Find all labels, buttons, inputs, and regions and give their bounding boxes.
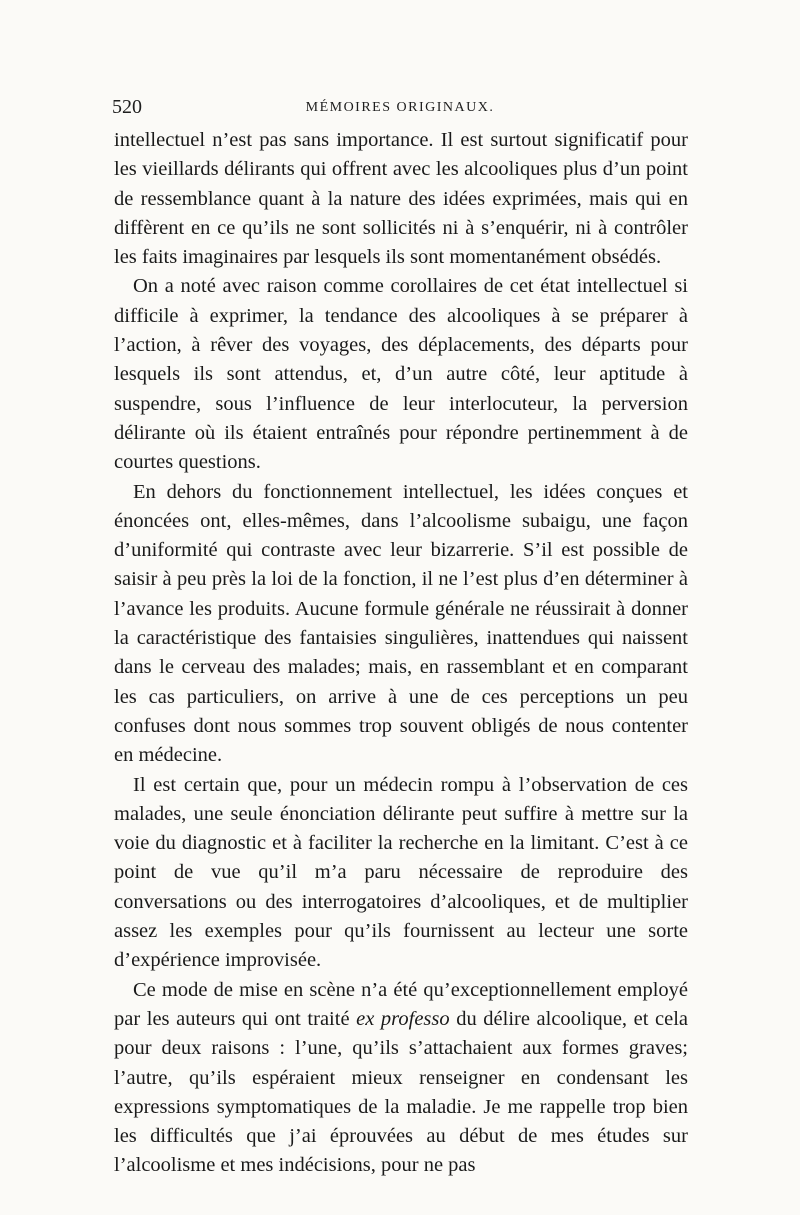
running-title: MÉMOIRES ORIGINAUX. — [305, 100, 495, 115]
paragraph-4: Il est certain que, pour un médecin rompu à l’observation de ces malades, une seule énonciation délirante peut suffire à mettre sur la voie du diagnostic et à faciliter la recherche en la limitant. C’est à ce point de vue qu’il m’a paru nécessaire de reproduire des conversations ou des interrogatoires d’alcooliques, et de multiplier assez les exemples pour qu’ils fournissent au lecteur une sorte d’expérience improvisée. — [114, 773, 688, 972]
paragraph-5-end: du délire alcoolique, et cela pour deux raisons : l’une, qu’ils s’attachaient aux formes graves; l’autre, qu’ils espéraient mieux renseigner en condensant les expressions symptomatiques de la maladie. Je me rappelle trop bien les difficultés que j’ai éprouvées au début de mes études sur l’alcoolisme et mes indécisions, pour ne pas — [114, 1007, 688, 1177]
italic-phrase: ex professo — [356, 1007, 450, 1030]
paragraph-3: En dehors du fonctionnement intellectuel, les idées conçues et énoncées ont, elles-mêmes, dans l’alcoolisme subaigu, une façon d’uniformité qui contraste avec leur bizarrerie. S’il est possible de saisir à peu près la loi de la fonction, il ne l’est plus d’en déterminer à l’avance les produits. Aucune formule générale ne réussirait à donner la caractéristique des fantaisies singulières, inattendues qui naissent dans le cerveau des malades; mais, en rassemblant et en comparant les cas particuliers, on arrive à une de ces perceptions un peu confuses dont nous sommes trop souvent obligés de nous contenter en médecine. — [114, 480, 688, 767]
paragraph-1: intellectuel n’est pas sans importance. Il est surtout significatif pour les vieillards délirants qui offrent avec les alcooliques plus d’un point de ressemblance quant à la nature des idées exprimées, mais qui en diffèrent en ce qu’ils ne sont sollicités ni à s’enquérir, ni à contrôler les faits imaginaires par lesquels ils sont momentanément obsédés. — [114, 129, 688, 269]
page-header — [112, 96, 688, 126]
paragraph-2: On a noté avec raison comme corollaires de cet état intellectuel si difficile à exprimer, la tendance des alcooliques à se préparer à l’action, à rêver des voyages, des déplacements, des départs pour lesquels ils sont attendus, et, d’un autre côté, leur aptitude à suspendre, sous l’influence de leur interlocuteur, la perversion délirante où ils étaient entraînés pour répondre pertinemment à de courtes questions. — [114, 275, 688, 474]
page-number: 520 — [112, 96, 142, 118]
paragraph-5 — [114, 976, 688, 1181]
paragraph-5-start: Ce mode de mise en scène n’a été qu’exceptionnellement employé par les auteurs qui ont traité — [114, 978, 688, 1030]
body-text — [114, 126, 688, 1181]
